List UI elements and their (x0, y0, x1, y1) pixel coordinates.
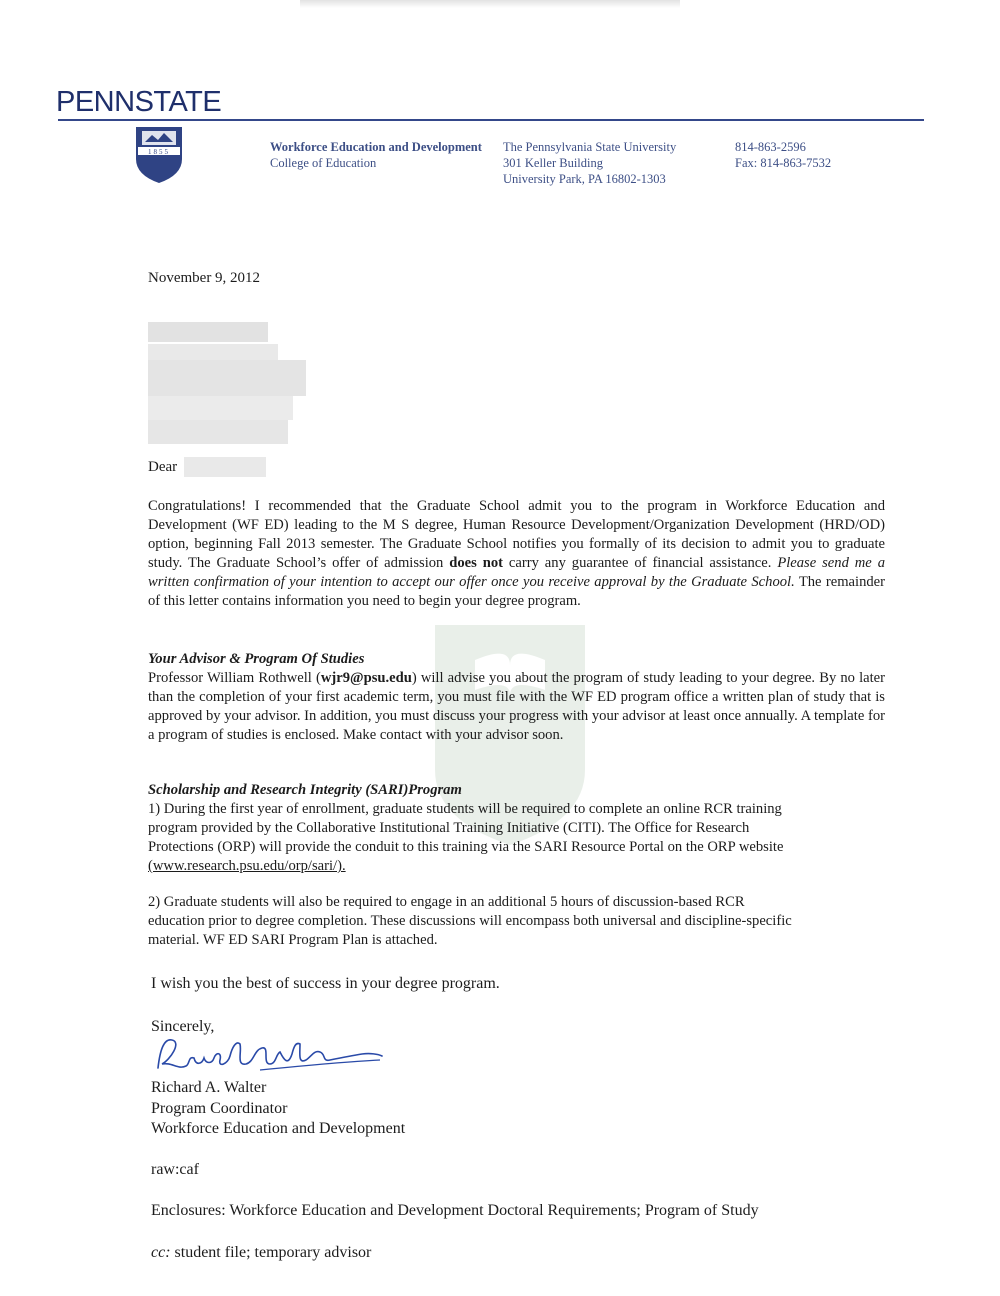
sari-item-2 (148, 893, 878, 950)
signer-department: Workforce Education and Development (151, 1120, 406, 1137)
handwritten-signature (150, 1030, 390, 1080)
department-name: Workforce Education and Development (270, 140, 482, 154)
intro-paragraph: Congratulations! I recommended that the Graduate School admit you to the program in Workforce Education and Development (WF ED) leading to the M S degree, Human Resource Development/Organization Development (HRD/OD) option, beginning Fall 2013 semester. The Graduate School notifies you formally of its decision to admit you to graduate study. The Graduate School’s offer of admission does not carry any guarantee of financial assistance. Please send me a written confirmation of your intention to accept our offer once you receive approval by the Graduate School. The remainder of this letter contains information you need to begin your degree program. (148, 498, 886, 609)
signer-name: Richard A. Walter (151, 1079, 267, 1096)
pennstate-logo-text: PENNSTATE (56, 86, 222, 118)
college-name: College of Education (270, 156, 377, 170)
sari-item-1-line: 1) During the first year of enrollment, graduate students will be required to complete an online RCR training (148, 801, 782, 817)
sari-item-2-line: 2) Graduate students will also be required to engage in an additional 5 hours of discussion-based RCR (148, 894, 745, 910)
scan-smudge (300, 0, 680, 8)
sari-section (148, 781, 868, 876)
letterhead-contact-block (735, 139, 831, 171)
redacted-recipient-name (184, 457, 266, 477)
phone-number: 814-863-2596 (735, 140, 806, 154)
letter-date: November 9, 2012 (148, 270, 261, 286)
letterhead-rule (58, 119, 924, 121)
advisor-email: wjr9@psu.edu (320, 670, 412, 686)
sari-item-2-line: education prior to degree completion. These discussions will encompass both universal and discipline-specific (148, 913, 792, 929)
fax-number: Fax: 814-863-7532 (735, 156, 832, 170)
signer-title: Program Coordinator (151, 1099, 288, 1117)
pennstate-shield-icon (134, 125, 184, 185)
sincerely: Sincerely, (151, 1018, 215, 1035)
salutation: Dear (148, 459, 178, 475)
reference-initials: raw:caf (151, 1161, 199, 1178)
redacted-address-block (148, 360, 306, 396)
letterhead-department-block (270, 139, 482, 171)
redacted-address-block (148, 420, 288, 444)
sari-item-2-line: material. WF ED SARI Program Plan is attached. (148, 932, 438, 948)
signature-block (151, 1078, 405, 1140)
redacted-address-block (148, 322, 268, 342)
sari-url-line: (www.research.psu.edu/orp/sari/). (148, 858, 346, 874)
closing-wish: I wish you the best of success in your degree program. (151, 975, 500, 992)
advisor-heading: Your Advisor & Program Of Studies (148, 651, 365, 667)
sari-item-1-line: Protections (ORP) will provide the conduit to this training via the SARI Resource Portal on the ORP website (148, 839, 784, 855)
enclosures-line: Enclosures: Workforce Education and Development Doctoral Requirements; Program of Study (151, 1202, 759, 1219)
sari-heading: Scholarship and Research Integrity (SARI)Program (148, 782, 462, 798)
city-state-zip: University Park, PA 16802-1303 (503, 172, 666, 186)
letterhead-address-block (503, 139, 676, 187)
advisor-section (148, 650, 885, 745)
university-name: The Pennsylvania State University (503, 140, 677, 154)
svg-text:1855: 1855 (148, 148, 170, 156)
advisor-paragraph: Professor William Rothwell (wjr9@psu.edu) will advise you about the program of study leading to your degree. By no later than the completion of your first academic term, you must file with the WF ED program office a written plan of study that is approved by your advisor. In addition, you must discuss your progress with your advisor at least once annually. A template for a program of studies is enclosed. Make contact with your advisor soon. (148, 670, 885, 743)
cc-line: cc: student file; temporary advisor (151, 1244, 372, 1261)
building: 301 Keller Building (503, 156, 603, 170)
sari-item-1-line: program provided by the Collaborative Institutional Training Initiative (CITI). The Office for Research (148, 820, 750, 836)
redacted-address-block (148, 396, 293, 420)
